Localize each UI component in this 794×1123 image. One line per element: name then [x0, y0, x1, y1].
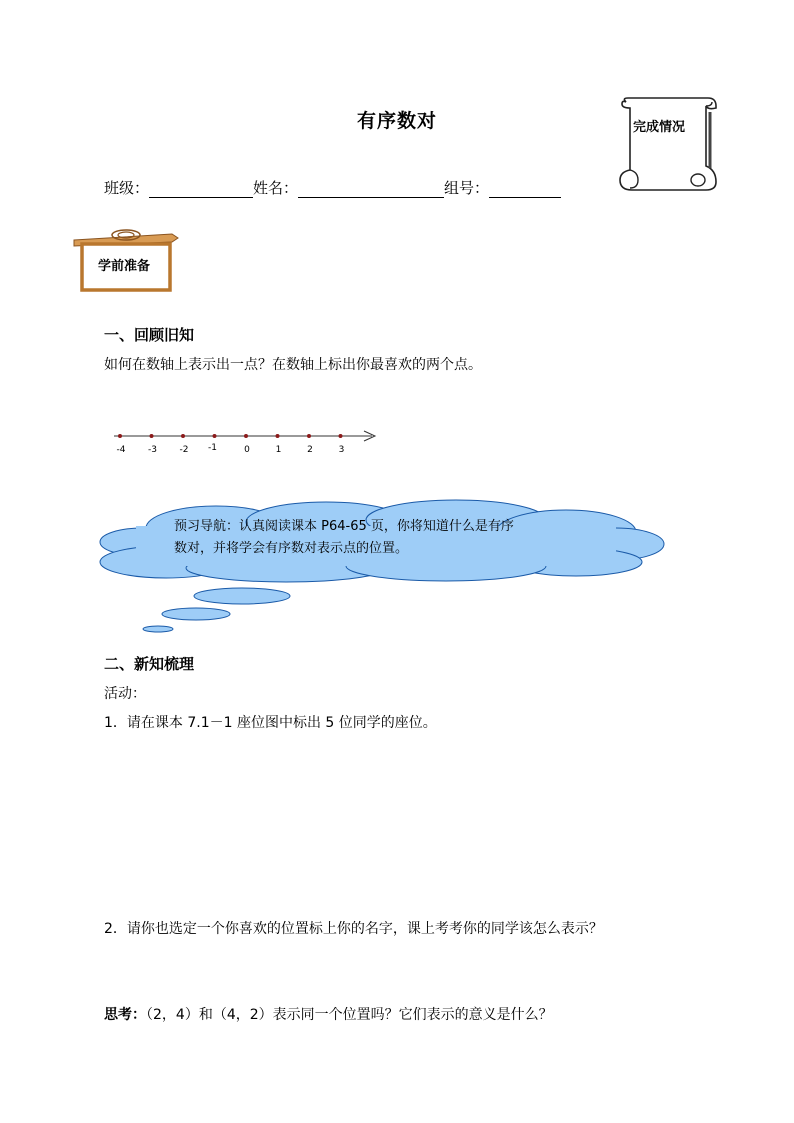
think-question: （2，4）和（4，2）表示同一个位置吗？它们表示的意义是什么？: [146, 1007, 553, 1023]
review-heading: 一、回顾旧知: [104, 326, 195, 344]
number-line-point: [339, 434, 343, 438]
new-knowledge-heading: 二、新知梳理: [104, 655, 195, 673]
page-title: 有序数对: [356, 110, 437, 132]
number-line-tick-label: 1: [275, 445, 282, 455]
number-line-point: [181, 434, 185, 438]
number-line-tick-label: 3: [338, 445, 345, 455]
number-line: [110, 426, 386, 460]
preview-cloud: [96, 496, 666, 636]
name-field[interactable]: [298, 181, 444, 198]
scroll-icon: [612, 96, 724, 194]
number-line-point: [150, 434, 154, 438]
group-label: 组号：: [444, 179, 490, 197]
number-line-point: [244, 434, 248, 438]
completion-scroll: [612, 96, 724, 194]
activity-item-2: 2．请你也选定一个你喜欢的位置标上你的名字，课上考考你的同学该怎么表示？: [104, 921, 603, 937]
completion-status-label: 完成情况: [633, 120, 686, 135]
activity-label: 活动：: [104, 686, 146, 702]
number-line-svg: [110, 426, 386, 460]
number-line-point: [307, 434, 311, 438]
number-line-point: [118, 434, 122, 438]
number-line-point: [213, 434, 217, 438]
group-field[interactable]: [489, 181, 561, 198]
class-field[interactable]: [149, 181, 253, 198]
number-line-point: [276, 434, 280, 438]
think-label: 思考：: [104, 1007, 146, 1023]
name-label: 姓名：: [253, 179, 299, 197]
number-line-tick-label: 2: [307, 445, 313, 455]
student-info-row: [104, 177, 561, 198]
preview-text-line1: 预习导航：认真阅读课本 P64-65 页，你将知道什么是有序: [174, 519, 514, 534]
activity-item-1: 1．请在课本 7.1－1 座位图中标出 5 位同学的座位。: [104, 715, 437, 731]
prep-badge-label: 学前准备: [98, 259, 151, 274]
prep-badge: [72, 226, 182, 292]
think-row: [104, 1004, 553, 1024]
number-line-tick-label: -2: [179, 445, 189, 455]
number-line-tick-label: -4: [116, 445, 126, 455]
number-line-tick-label: -3: [148, 445, 157, 455]
class-label: 班级：: [104, 179, 150, 197]
review-question: 如何在数轴上表示出一点？在数轴上标出你最喜欢的两个点。: [104, 357, 482, 373]
preview-text-line2: 数对，并将学会有序数对表示点的位置。: [174, 541, 409, 556]
number-line-tick-label: 0: [244, 445, 250, 455]
number-line-tick-label: -1: [208, 443, 217, 453]
